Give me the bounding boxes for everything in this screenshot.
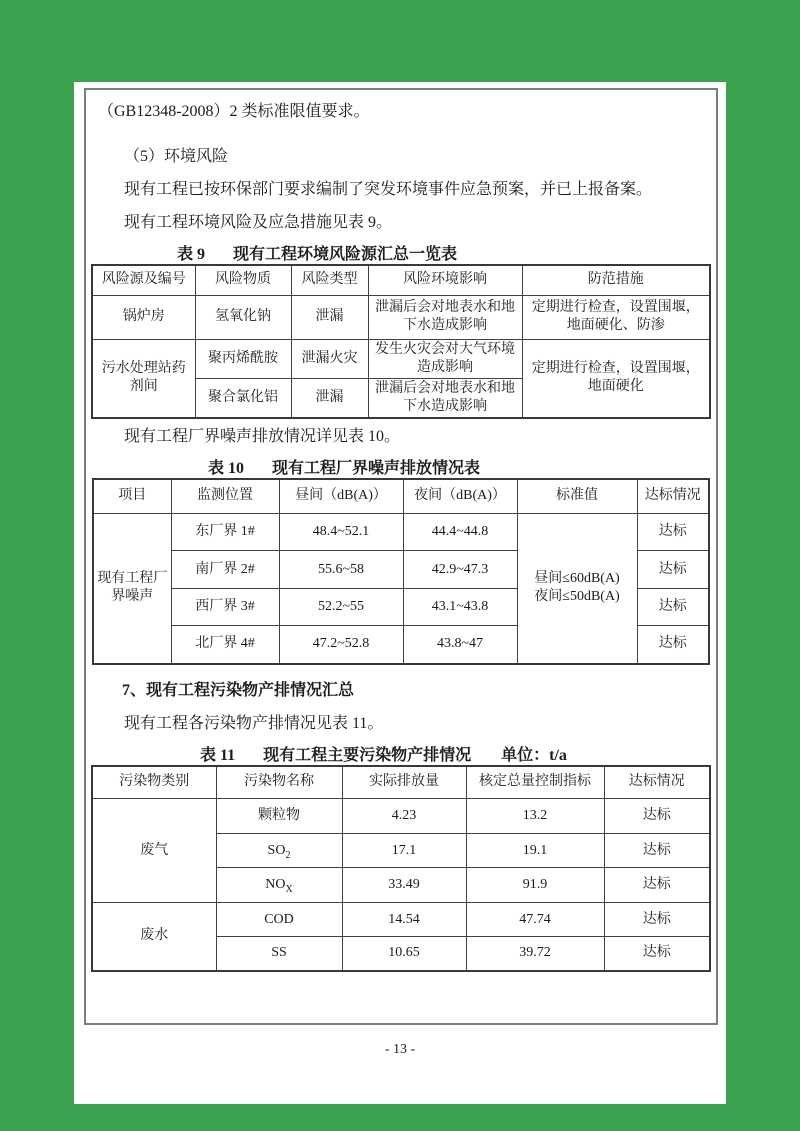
cell-category-gas: 废气 [92, 799, 216, 903]
cell-status: 达标 [637, 626, 709, 664]
cell-risk-type: 泄漏 [291, 295, 368, 339]
cell-night-level: 43.8~47 [403, 626, 517, 664]
paragraph-see-table10: 现有工程厂界噪声排放情况详见表 10。 [124, 427, 401, 445]
cell-status: 达标 [637, 589, 709, 626]
cell-pollutant-name: COD [216, 903, 342, 937]
cell-status: 达标 [604, 903, 710, 937]
table11-unit: 单位：t/a [501, 746, 567, 764]
table9-label: 表 9 [177, 246, 206, 263]
table10-header-row [93, 479, 709, 514]
header-cell: 防范措施 [522, 265, 710, 295]
cell-day-level: 47.2~52.8 [279, 626, 403, 664]
table10-title-text: 现有工程厂界噪声排放情况表 [272, 459, 481, 477]
header-cell: 达标情况 [637, 479, 709, 514]
cell-quota: 13.2 [466, 799, 604, 834]
cell-pollutant-name: $NO_X$ [216, 868, 342, 903]
content-border-box [84, 88, 718, 1025]
cell-location: 南厂界 2# [171, 551, 279, 589]
header-cell: 实际排放量 [342, 766, 466, 799]
table9-title-text: 现有工程环境风险源汇总一览表 [233, 246, 458, 263]
table11-pollutants [91, 765, 711, 972]
standard-line-night: 夜间≤50dB(A) [534, 589, 620, 605]
cell-risk-source: 污水处理站药剂间 [92, 339, 195, 418]
cell-measure: 定期进行检查，设置围堰，地面硬化 [522, 339, 710, 418]
cell-impact: 泄漏后会对地表水和地下水造成影响 [368, 295, 522, 339]
table-row [93, 514, 709, 551]
header-cell: 风险源及编号 [92, 265, 195, 295]
section7-heading: 7、现有工程污染物产排情况汇总 [122, 681, 355, 699]
cell-quota: 47.74 [466, 903, 604, 937]
cell-day-level: 52.2~55 [279, 589, 403, 626]
cell-substance: 聚丙烯酰胺 [195, 339, 291, 378]
cell-risk-type: 泄漏火灾 [291, 339, 368, 378]
header-cell: 风险物质 [195, 265, 291, 295]
cell-impact: 泄漏后会对地表水和地下水造成影响 [368, 378, 522, 418]
table10-noise [92, 478, 710, 665]
header-cell: 夜间（dB(A)） [403, 479, 517, 514]
header-cell: 达标情况 [604, 766, 710, 799]
table11-label: 表 11 [200, 746, 236, 764]
cell-day-level: 55.6~58 [279, 551, 403, 589]
table9-caption [86, 246, 716, 264]
cell-night-level: 43.1~43.8 [403, 589, 517, 626]
cell-day-level: 48.4~52.1 [279, 514, 403, 551]
cell-status: 达标 [637, 551, 709, 589]
table-row [92, 903, 710, 937]
cell-pollutant-name: 颗粒物 [216, 799, 342, 834]
cell-pollutant-name: $SO_2$ [216, 834, 342, 868]
cell-night-level: 42.9~47.3 [403, 551, 517, 589]
cell-measure: 定期进行检查，设置围堰，地面硬化、防渗 [522, 295, 710, 339]
header-cell: 昼间（dB(A)） [279, 479, 403, 514]
header-cell: 标准值 [517, 479, 637, 514]
header-cell: 风险环境影响 [368, 265, 522, 295]
cell-standard [517, 514, 637, 664]
header-cell: 风险类型 [291, 265, 368, 295]
cell-emission: 17.1 [342, 834, 466, 868]
paragraph-gb-standard: （GB12348-2008）2 类标准限值要求。 [98, 103, 370, 120]
table11-caption [86, 747, 716, 765]
table9-risk-sources [91, 264, 711, 419]
cell-status: 达标 [604, 799, 710, 834]
table10-label: 表 10 [208, 459, 245, 477]
cell-substance: 氢氧化钠 [195, 295, 291, 339]
paragraph-see-table11: 现有工程各污染物产排情况见表 11。 [124, 714, 384, 732]
cell-status: 达标 [637, 514, 709, 551]
heading-env-risk: （5）环境风险 [124, 148, 229, 165]
cell-category-water: 废水 [92, 903, 216, 971]
cell-quota: 39.72 [466, 937, 604, 971]
cell-quota: 19.1 [466, 834, 604, 868]
cell-status: 达标 [604, 937, 710, 971]
cell-risk-source: 锅炉房 [92, 295, 195, 339]
header-cell: 核定总量控制指标 [466, 766, 604, 799]
table-row [92, 339, 710, 378]
cell-status: 达标 [604, 834, 710, 868]
table10-caption [86, 460, 716, 478]
header-cell: 污染物名称 [216, 766, 342, 799]
paragraph-see-table9: 现有工程环境风险及应急措施见表 9。 [124, 214, 393, 231]
header-cell: 项目 [93, 479, 171, 514]
cell-emission: 14.54 [342, 903, 466, 937]
cell-risk-type: 泄漏 [291, 378, 368, 418]
header-cell: 污染物类别 [92, 766, 216, 799]
cell-location: 西厂界 3# [171, 589, 279, 626]
cell-project: 现有工程厂界噪声 [93, 514, 171, 664]
table11-title-text: 现有工程主要污染物产排情况 [263, 746, 472, 764]
cell-substance: 聚合氯化铝 [195, 378, 291, 418]
table-row [92, 799, 710, 834]
cell-quota: 91.9 [466, 868, 604, 903]
document-page [74, 82, 726, 1104]
cell-pollutant-name: SS [216, 937, 342, 971]
table11-header-row [92, 766, 710, 799]
page-number: - 13 - [384, 1042, 416, 1057]
cell-emission: 10.65 [342, 937, 466, 971]
standard-line-day: 昼间≤60dB(A) [534, 571, 620, 587]
cell-night-level: 44.4~44.8 [403, 514, 517, 551]
cell-location: 东厂界 1# [171, 514, 279, 551]
cell-impact: 发生火灾会对大气环境造成影响 [368, 339, 522, 378]
cell-emission: 4.23 [342, 799, 466, 834]
cell-emission: 33.49 [342, 868, 466, 903]
table9-header-row [92, 265, 710, 295]
table-row [92, 295, 710, 339]
cell-status: 达标 [604, 868, 710, 903]
paragraph-emergency-plan: 现有工程已按环保部门要求编制了突发环境事件应急预案，并已上报备案。 [124, 181, 653, 198]
cell-location: 北厂界 4# [171, 626, 279, 664]
header-cell: 监测位置 [171, 479, 279, 514]
